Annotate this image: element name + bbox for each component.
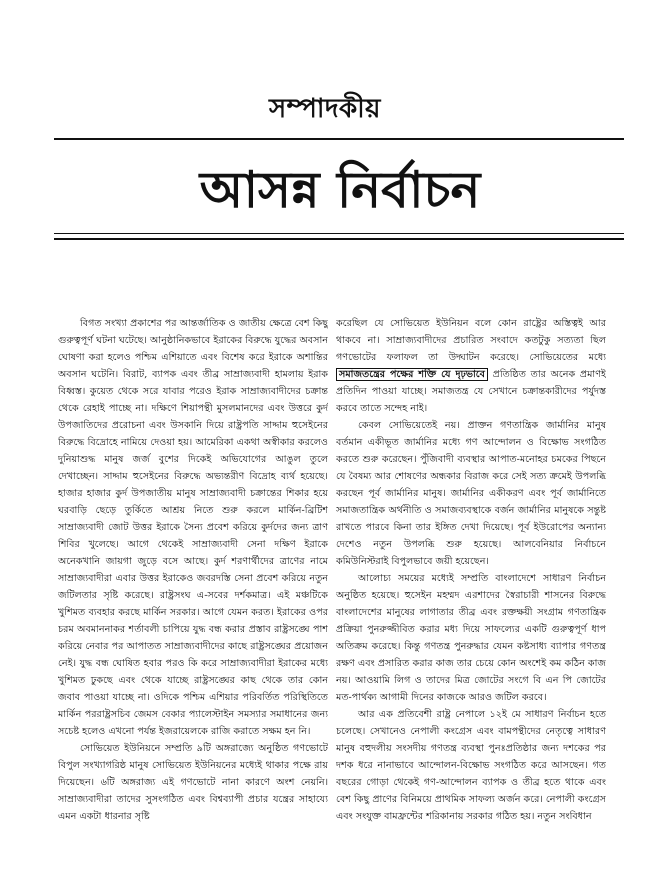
boxed-phrase: সমাজতন্ত্রের পক্ষের শক্তি যে দৃঢ়ভাবে [336,368,488,381]
section-label: সম্পাদকীয় [269,94,381,124]
paragraph: আর এক প্রতিবেশী রাষ্ট্র নেপালে ১২ই মে সাধারণ নির্বাচন হতে চলেছে। সেখানেও নেপালী কংগ্রেস এবং বামপন্থীদের নেতৃত্বে সাধারণ মানুষ বহুদলীয় সংসদীয় গণতন্ত্র ব্যবস্থা পুনঃপ্রতিষ্ঠার জন্য দশকের পর দশক ধরে নানাভাবে আন্দোলন-বিক্ষোভ সংগঠিত করে আসছেন। গত বছরের গোড়া থেকেই গণ-আন্দোলন ব্যাপক ও তীব্র হতে থাকে এবং বেশ কিছু প্রাণের বিনিময়ে প্রাথমিক সাফল্য অর্জন করে। নেপালী কংগ্রেস এবং সংযুক্ত বামফ্রন্টের শরিকানায় সরকার গঠিত হয়। নতুন সংবিধান [336,709,606,822]
paragraph: সোভিয়েত ইউনিয়নে সম্প্রতি ৯টি অঙ্গরাজ্যে অনুষ্ঠিত গণভোটে বিপুল সংখ্যাগরিষ্ঠ মানুষ সোভিয়েত ইউনিয়নের মধ্যেই থাকার পক্ষে রায় দিয়েছেন। ৬টি অঙ্গরাজ্য এই গণভোটে নানা কারণে অংশ নেয়নি। সাম্রাজ্যবাদীরা তাদের সুসংগঠিত এবং বিশ্বব্যাপী প্রচার যন্ত্রের সাহায্যে এমন একটা ধারনার সৃষ্টি [58,743,328,822]
top-rule [54,138,624,140]
text-run: প্রতিষ্ঠিত তার অনেক প্রমাণই প্রতিদিন পাওয়া যাচ্ছে। সমাজতন্ত্র যে সেখানে চক্রান্তকারীদের পর্যুদস্ত করবে তাতে সন্দেহ নাই। [336,369,606,414]
headline-rule-upper [54,233,624,234]
paragraph-continued [336,315,606,417]
paragraph: আলোচ্য সময়ের মধ্যেই সম্প্রতি বাংলাদেশে সাধারণ নির্বাচন অনুষ্ঠিত হয়েছে। হুসেইন মহম্মদ এরশাদের স্বৈরাচারী শাসনের বিরুদ্ধে বাংলাদেশের মানুষের লাগাতার তীব্র এবং রক্তক্ষয়ী সংগ্রাম গণতান্ত্রিক প্রক্রিয়া পুনরুজ্জীবিত করার মধ্য দিয়ে সাফল্যের একটি গুরুত্বপূর্ণ ধাপ অতিক্রম করেছে। কিন্তু গণতন্ত্র পুনরুদ্ধার যেমন কষ্টসাধ্য ব্যাপার গণতন্ত্র রক্ষণ এবং প্রসারিত করার কাজ তার চেয়ে কোন অংশেই কম কঠিন কাজ নয়। আওয়ামি লিগ ও তাদের মিত্র জোটের সংগে বি এন পি জোটের মত-পার্থক্য আগামী দিনের কাজকে আরও জটিল করবে। [336,573,606,703]
left-column [58,315,328,850]
right-column [336,315,606,850]
paragraph: কেবল সোভিয়েতেই নয়। প্রাক্তন গণতান্ত্রিক জার্মানির মানুষ বর্তমান একীভূত জার্মানির মধ্যে গণ আন্দোলন ও বিক্ষোভ সংগঠিত করতে শুরু করেছেন। পুঁজিবাদী ব্যবস্থার আপাত-মনোহর চমকের পিছনে যে বৈষম্য আর শোষণের অন্ধকার বিরাজ করে সেই সত্য ক্রমেই উপলব্ধি করছেন পূর্ব জার্মানির মানুষ। জার্মানির একীকরণ এবং পূর্ব জার্মানিতে সমাজতান্ত্রিক অর্থনীতি ও সমাজব্যবস্থাকে বর্জন জার্মানির মানুষকে সন্তুষ্ট রাখতে পারবে কিনা তার ইঙ্গিত দেখা দিয়েছে। পূর্ব ইউরোপের অন্যান্য দেশেও নতুন উপলব্ধি শুরু হয়েছে। আলবেনিয়ার নির্বাচনে কমিউনিস্টরাই বিপুলভাবে জয়ী হয়েছেন। [336,420,606,567]
paragraph: বিগত সংখ্যা প্রকাশের পর আন্তর্জাতিক ও জাতীয় ক্ষেত্রে বেশ কিছু গুরুত্বপূর্ণ ঘটনা ঘটেছে। আনুষ্ঠানিকভাবে ইরাকের বিরুদ্ধে যুদ্ধের অবসান ঘোষণা করা হলেও পশ্চিম এশিয়াতে এবং বিশেষ করে ইরাকে অশান্তির অবসান ঘটেনি। বিরাট, ব্যাপক এবং তীব্র সাম্রাজ্যবাদী হামলায় ইরাক বিধ্বস্ত। কুয়েত থেকে সরে যাবার পরেও ইরাক সাম্রাজ্যবাদীদের চক্রান্ত থেকে রেহাই পাচ্ছে না। দক্ষিণে শিয়াপন্থী মুসলমানদের এবং উত্তরে কুর্দ উপজাতিদের প্ররোচনা এবং উসকানি দিয়ে রাষ্ট্রপতি সাদ্দাম হুসেইনের বিরুদ্ধে বিদ্রোহে নামিয়ে দেওয়া হয়। আমেরিকা একথা অস্বীকার করলেও দুনিয়াশুদ্ধ মানুষ জর্জ বুশের দিকেই অভিযোগের আঙুল তুলে দেখাচ্ছেন। সাদ্দাম হুসেইনের বিরুদ্ধে অভ্যন্তরীণ বিদ্রোহ ব্যর্থ হয়েছে। হাজার হাজার কুর্দ উপজাতীয় মানুষ সাম্রাজ্যবাদী চক্রান্তের শিকার হয়ে ঘরবাড়ি ছেড়ে তুর্কিতে আশ্রয় নিতে শুরু করলে মার্কিন-ব্রিটিশ সাম্রাজ্যবাদী জোট উত্তর ইরাকে সৈন্য প্রবেশ করিয়ে কুর্দদের জন্য ত্রাণ শিবির খুলেছে। আগে থেকেই সাম্রাজ্যবাদী সেনা দক্ষিণ ইরাকে অনেকখানি জায়গা জুড়ে বসে আছে। কুর্দ শরণার্থীদের ত্রাণের নামে সাম্রাজ্যবাদীরা এবার উত্তর ইরাকেও জবরদস্তি সেনা প্রবেশ করিয়ে নতুন জটিলতার সৃষ্টি করেছে। রাষ্ট্রসংঘ এ-সবের দর্শকমাত্র। এই মঞ্চটিকে খুশিমত ব্যবহার করছে মার্কিন সরকার। আগে যেমন করত। ইরাকের ওপর চরম অবমাননাকর শর্তাবলী চাপিয়ে যুদ্ধ বন্ধ করার প্রস্তাব রাষ্ট্রসঙ্ঘে পাশ করিয়ে নেবার পর আপাতত সাম্রাজ্যবাদীদের কাছে রাষ্ট্রসঙ্ঘের প্রয়োজন নেই। যুদ্ধ বন্ধ ঘোষিত হবার পরও কি করে সাম্রাজ্যবাদীরা ইরাকের মধ্যে খুশিমত ঢুকছে এবং থেকে যাচ্ছে রাষ্ট্রসঙ্ঘের কাছ থেকে তার কোন জবাব পাওয়া যাচ্ছে না। ওদিকে পশ্চিম এশিয়ার পরিবর্তিত পরিস্থিতিতে মার্কিন পররাষ্ট্রসচিব জেমস বেকার প্যালেস্টাইন সমস্যার সমাধানের জন্য সচেষ্ট হলেও এখনো পর্যন্ত ইজরায়েলকে রাজি করাতে সক্ষম হন নি। [58,318,328,737]
headline-rule-lower [54,238,624,240]
text-run: করেছিল যে সোভিয়েত ইউনিয়ন বলে কোন রাষ্ট্রের অস্তিত্বই আর থাকবে না। সাম্রাজ্যবাদীদের প্রচারিত সংবাদে কতটুকু সত্যতা ছিল গণভোটের ফলাফল তা উদ্ঘাটন করেছে। সোভিয়েতের মধ্যে [336,318,606,363]
headline: আসন্ন নির্বাচন [199,161,481,219]
